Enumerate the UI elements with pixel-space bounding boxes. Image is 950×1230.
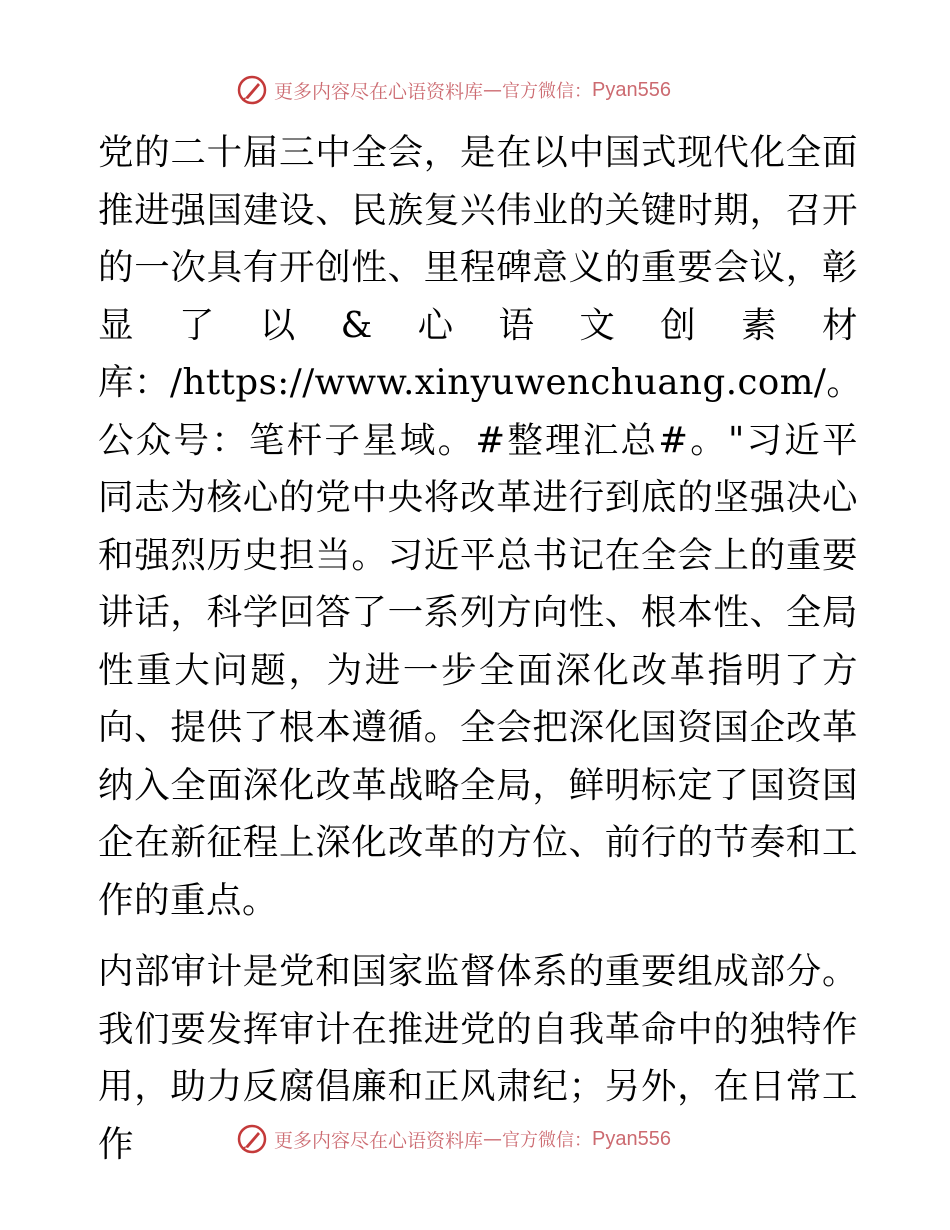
wechat-id: Pyan556 [592, 78, 671, 101]
wechat-label: 官方微信： [502, 1130, 593, 1151]
quill-logo-icon [236, 1123, 268, 1155]
paragraph-2: 内部审计是党和国家监督体系的重要组成部分。我们要发挥审计在推进党的自我革命中的独特作用，助力反腐倡廉和正风肃纪；另外，在日常工作 [98, 951, 858, 1165]
banner-text: 更多内容尽在心语资料库 [274, 80, 484, 103]
wechat-id: Pyan556 [592, 1127, 671, 1150]
document-body [98, 124, 863, 1173]
paragraph-1: 党的二十届三中全会，是在以中国式现代化全面推进强国建设、民族复兴伟业的关键时期，召开的一次具有开创性、里程碑意义的重要会议，彰显了以&心语文创素材库：/https://www.xinyuwenchuang.com/。公众号：笔杆子星域。#整理汇总#。"习近平同志为核心的党中央将改革进行到底的坚强决心和强烈历史担当。习近平总书记在全会上的重要讲话，科学回答了一系列方向性、根本性、全局性重大问题，为进一步全面深化改革指明了方向、提供了根本遵循。全会把深化国资国企改革纳入全面深化改革战略全局，鲜明标定了国资国企在新征程上深化改革的方位、前行的节奏和工作的重点。 [98, 132, 863, 921]
footer-banner [236, 1121, 671, 1157]
banner-text: 更多内容尽在心语资料库 [274, 1129, 484, 1152]
quill-logo-icon [236, 74, 268, 106]
wechat-label: 官方微信： [502, 81, 593, 102]
banner-dash: — [483, 79, 503, 101]
banner-dash: — [483, 1128, 503, 1150]
header-banner [236, 72, 671, 108]
